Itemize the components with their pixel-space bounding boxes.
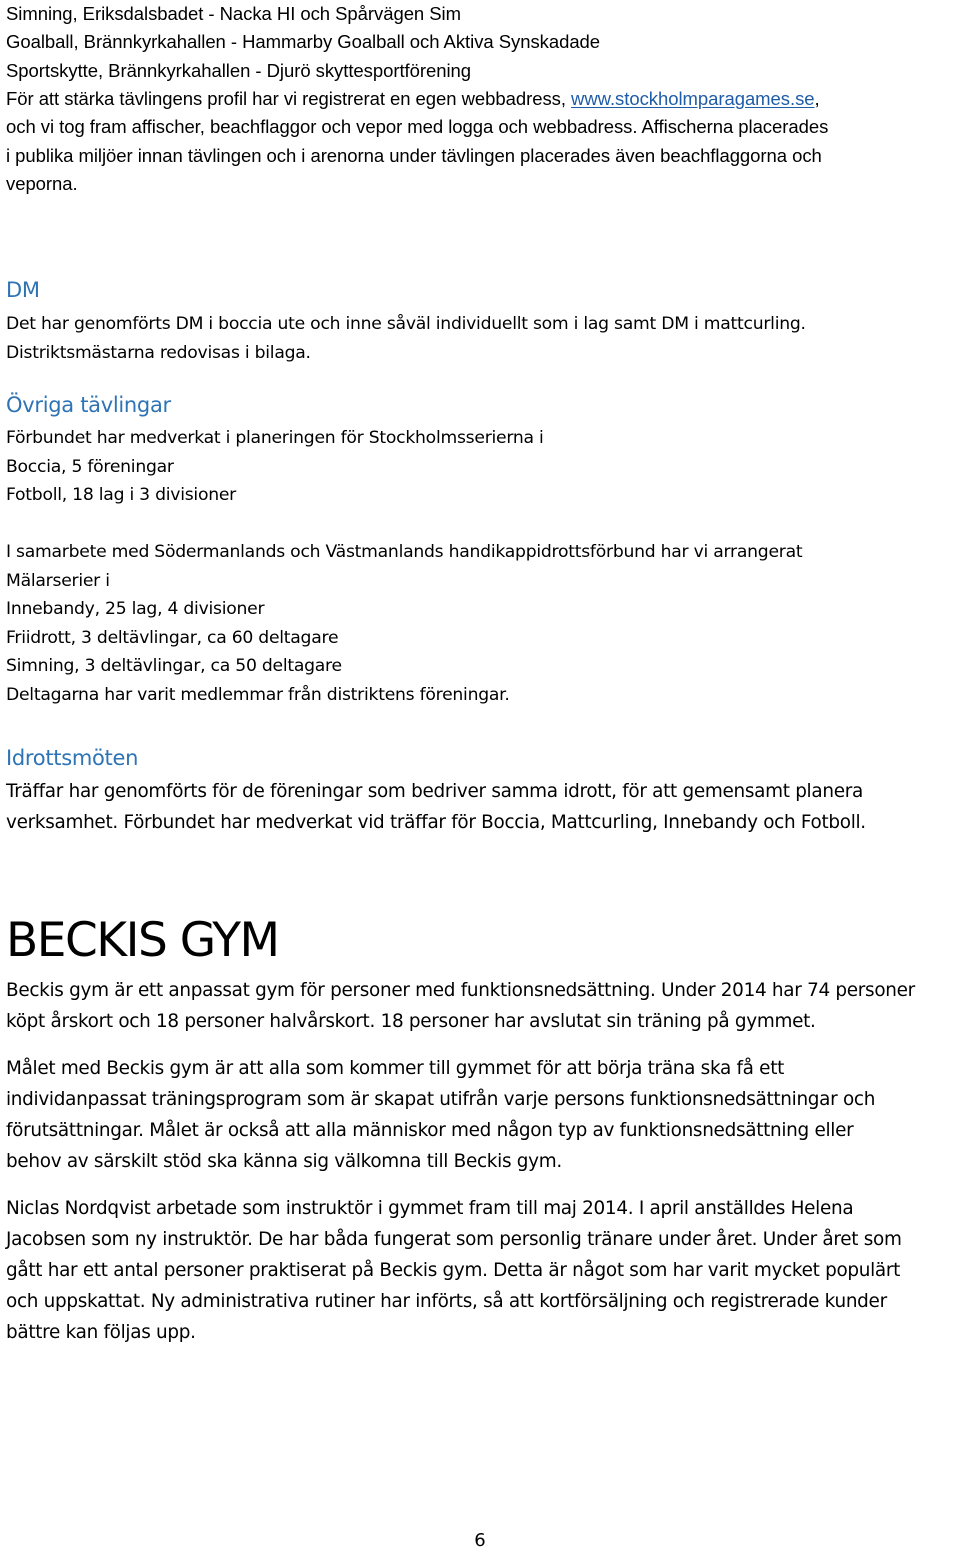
paragraph-line: Mälarserier i	[6, 570, 110, 591]
paragraph-line: verksamhet. Förbundet har medverkat vid träffar för Boccia, Mattcurling, Innebandy och Fotboll.	[6, 812, 866, 833]
page-number: 6	[474, 1530, 486, 1551]
list-item: Goalball, Brännkyrkahallen - Hammarby Goalball och Aktiva Synskadade	[6, 31, 601, 53]
paragraph-line: Distriktsmästarna redovisas i bilaga.	[6, 342, 311, 363]
paragraph-line: individanpassat träningsprogram som är skapat utifrån varje persons funktionsnedsättningar och	[6, 1089, 876, 1111]
paragraph-line: Niclas Nordqvist arbetade som instruktör i gymmet fram till maj 2014. I april anställdes Helena	[6, 1198, 854, 1219]
idrottsmoten-paragraph	[6, 776, 956, 838]
paragraph-line: I samarbete med Södermanlands och Västmanlands handikappidrottsförbund har vi arrangerat	[6, 542, 803, 562]
paragraph-line: köpt årskort och 18 personer halvårskort. 18 personer har avslutat sin träning på gymmet.	[6, 1011, 816, 1032]
paragraph-line: och uppskattat. Ny administrativa rutiner har införts, så att kortförsäljning och registrerade kunder	[6, 1291, 887, 1313]
paragraph-line: Jacobsen som ny instruktör. De har båda fungerat som personlig tränare under året. Under året som	[6, 1229, 902, 1251]
paragraph-line: Simning, 3 deltävlingar, ca 50 deltagare	[6, 656, 342, 676]
paragraph-line: Beckis gym är ett anpassat gym för personer med funktionsnedsättning. Under 2014 har 74 personer	[6, 980, 915, 1001]
paragraph-line	[6, 85, 956, 113]
beckis-paragraph-2	[6, 1053, 956, 1177]
paragraph-line: Innebandy, 25 lag, 4 divisioner	[6, 599, 265, 619]
list-item: Sportskytte, Brännkyrkahallen - Djurö skyttesportförening	[6, 59, 471, 81]
beckis-paragraph-1	[6, 975, 956, 1037]
paragraph-line: och vi tog fram affischer, beachflaggor och vepor med logga och webbadress. Affischerna placerades	[6, 116, 829, 138]
paragraph-line: i publika miljöer innan tävlingen och i arenorna under tävlingen placerades även beachflaggorna och	[6, 144, 822, 166]
website-paragraph	[6, 85, 956, 198]
paragraph-line: Deltagarna har varit medlemmar från distriktens föreningar.	[6, 684, 510, 705]
paragraph-line: Förbundet har medverkat i planeringen för Stockholmsserierna i	[6, 428, 544, 448]
paragraph-line: Boccia, 5 föreningar	[6, 456, 174, 477]
section-title: BECKIS GYM	[6, 913, 279, 968]
ovriga-heading: Övriga tävlingar	[6, 393, 171, 417]
paragraph-line: förutsättningar. Målet är också att alla människor med någon typ av funktionsnedsättning eller	[6, 1120, 854, 1142]
ovriga-group-2	[6, 538, 956, 709]
text-segment: För att stärka tävlingens profil har vi registrerat en egen webbadress,	[6, 88, 572, 109]
dm-paragraph	[6, 310, 956, 367]
paragraph-line: Fotboll, 18 lag i 3 divisioner	[6, 485, 236, 505]
idrottsmoten-heading: Idrottsmöten	[6, 746, 139, 770]
dm-heading: DM	[6, 278, 40, 302]
ovriga-group-1	[6, 424, 956, 510]
paragraph-line: Målet med Beckis gym är att alla som kommer till gymmet för att börja träna ska få ett	[6, 1058, 785, 1079]
paragraph-line: gått har ett antal personer praktiserat på Beckis gym. Detta är något som har varit mycket populärt	[6, 1260, 901, 1282]
text-segment: ,	[814, 88, 820, 109]
beckis-paragraph-3	[6, 1193, 956, 1348]
paragraph-line: veporna.	[6, 172, 78, 194]
list-item: Simning, Eriksdalsbadet - Nacka HI och Spårvägen Sim	[6, 3, 461, 24]
paragraph-line: bättre kan följas upp.	[6, 1322, 196, 1344]
competition-list	[6, 0, 956, 85]
paragraph-line: Det har genomförts DM i boccia ute och inne såväl individuellt som i lag samt DM i mattcurling.	[6, 314, 806, 334]
paragraph-line: Friidrott, 3 deltävlingar, ca 60 deltagare	[6, 627, 339, 648]
paragraph-line: behov av särskilt stöd ska känna sig välkomna till Beckis gym.	[6, 1151, 562, 1173]
website-link[interactable]: www.stockholmparagames.se	[571, 88, 815, 109]
paragraph-line: Träffar har genomförts för de föreningar som bedriver samma idrott, för att gemensamt planera	[6, 781, 863, 802]
